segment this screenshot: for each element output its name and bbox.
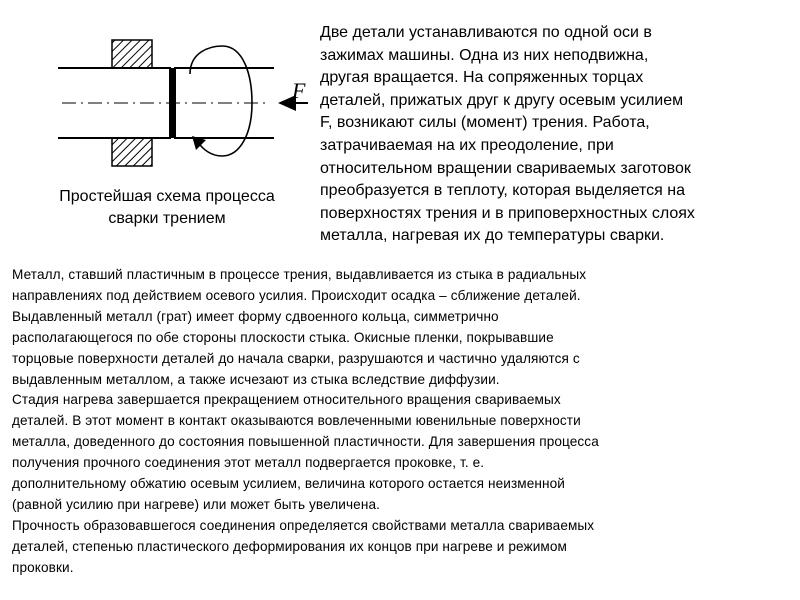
body-paragraphs: Металл, ставший пластичным в процессе трения, выдавливается из стыка в радиальных направлениях под действием осевого усилия. Происходит осадка – сближение деталей. Выдавленный металл (грат) имеет форму сдвоенного кольца, симметрично располагающегося по обе стороны плоскости стыка. Окисные пленки, покрывавшие торцовые поверхности деталей до начала сварки, разрушаются и частично удаляются с выдавленным металлом, а также исчезают из стыка вследствие диффузии. Стадия нагрева завершается прекращением относительного вращения свариваемых деталей. В этот момент в контакт оказываются вовлеченными ювенильные поверхности металла, доведенного до состояния повышенной пластичности. Для завершения процесса получения прочного соединения этот металл подвергается проковке, т. е. дополнительному обжатию осевым усилием, величина которого остается неизменной (равной усилию при нагреве) или может быть увеличена. Прочность образовавшегося соединения определяется свойствами металла свариваемых деталей, степенью пластического деформирования их концов при нагреве и режимом проковки. xyxy=(12,267,599,575)
upper-clamp xyxy=(112,40,152,68)
figure-caption: Простейшая схема процесса сварки трением xyxy=(59,188,275,227)
force-label: F xyxy=(292,78,306,103)
intro-paragraph: Две детали устанавливаются по одной оси в зажимах машины. Одна из них неподвижна, другая вращается. На сопряженных торцах деталей, прижатых друг к другу осевым усилием F, возникают силы (момент) трения. Работа, затрачиваемая на их преодоление, при относительном вращении свариваемых заготовок преобразуется в теплоту, которая выделяется на поверхностях трения и в приповерхностных слоях металла, нагревая их до температуры сварки. xyxy=(320,24,695,245)
lower-clamp xyxy=(112,138,152,166)
diagram-svg xyxy=(40,38,320,168)
friction-welding-diagram xyxy=(40,38,320,168)
